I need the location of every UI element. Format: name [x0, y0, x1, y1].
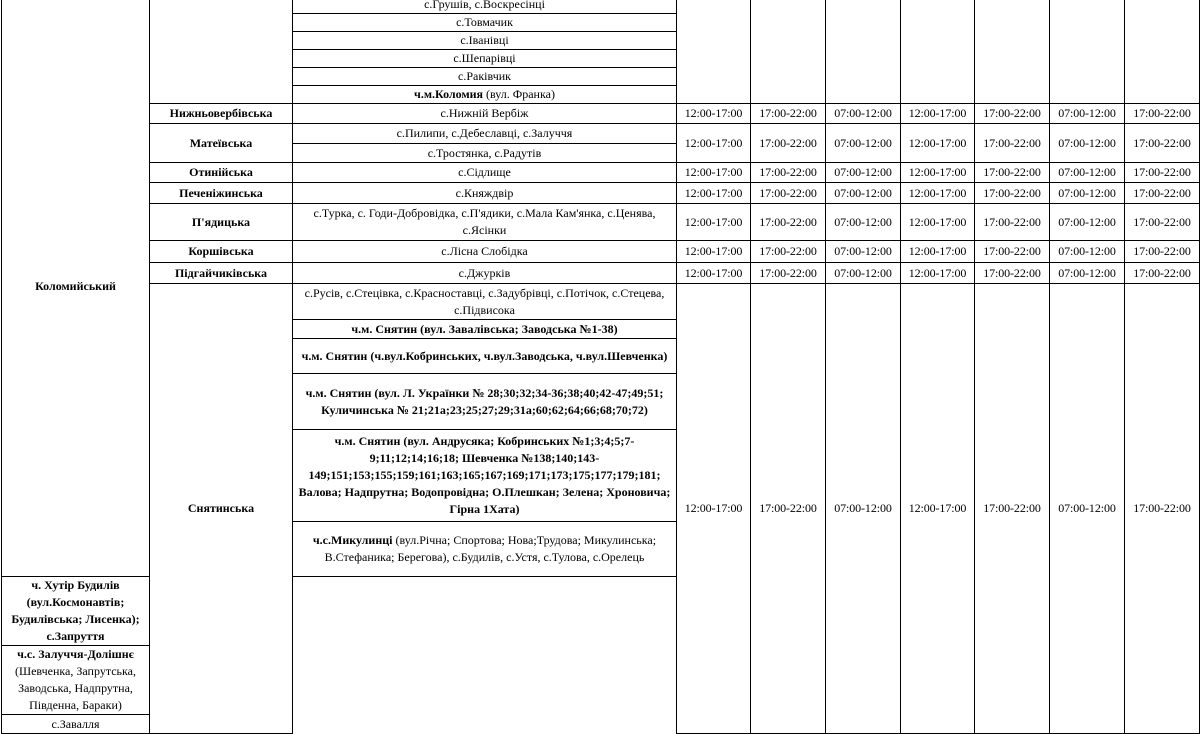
time-cell: 07:00-12:00	[826, 284, 901, 734]
settlement-cell: ч. Хутір Будилів (вул.Космонавтів; Будилівська; Лисенка); с.Запруття	[2, 577, 150, 646]
time-cell: 17:00-22:00	[751, 183, 826, 204]
time-cell	[901, 0, 975, 104]
time-cell: 12:00-17:00	[901, 104, 975, 124]
time-cell: 17:00-22:00	[1125, 241, 1200, 263]
time-cell: 17:00-22:00	[751, 163, 826, 183]
time-cell: 17:00-22:00	[975, 183, 1050, 204]
district-cell: Коломийський	[2, 0, 150, 577]
settlement-cell: ч.м. Снятин (вул. Л. Українки № 28;30;32;34-36;38;40;42-47;49;51; Куличинська № 21;21а;23;25;27;29;31а;60;62;64;66;68;70;72)	[293, 374, 677, 430]
community-cell: П'ядицька	[150, 204, 293, 241]
outage-schedule-table	[1, 0, 1200, 734]
time-cell: 07:00-12:00	[826, 263, 901, 284]
time-cell: 17:00-22:00	[751, 104, 826, 124]
settlement-cell: ч.м. Снятин (ч.вул.Кобринських, ч.вул.Заводська, ч.вул.Шевченка)	[293, 339, 677, 374]
time-cell: 12:00-17:00	[677, 104, 751, 124]
city-part-label: ч.м.Коломия	[414, 87, 484, 101]
time-cell: 12:00-17:00	[901, 183, 975, 204]
time-cell: 07:00-12:00	[1050, 263, 1125, 284]
time-cell: 17:00-22:00	[1125, 163, 1200, 183]
settlement-cell: с.Раківчик	[293, 68, 677, 86]
settlement-cell: с.Завалля	[2, 715, 150, 734]
time-cell: 07:00-12:00	[1050, 104, 1125, 124]
settlement-cell	[293, 86, 677, 104]
time-cell: 12:00-17:00	[677, 241, 751, 263]
settlement-cell: с.Нижній Вербіж	[293, 104, 677, 124]
settlement-cell: с.Тростянка, с.Радутів	[293, 144, 677, 163]
time-cell: 07:00-12:00	[1050, 124, 1125, 163]
settlement-cell: с.Русів, с.Стецівка, с.Красноставці, с.Задубрівці, с.Потічок, с.Стецева, с.Підвисока	[293, 284, 677, 320]
settlement-cell: с.Грушів, с.Воскресінці	[293, 0, 677, 14]
community-cell: Матеївська	[150, 124, 293, 163]
time-cell: 12:00-17:00	[677, 163, 751, 183]
time-cell: 17:00-22:00	[975, 284, 1050, 734]
time-cell	[1050, 0, 1125, 104]
time-cell: 17:00-22:00	[975, 104, 1050, 124]
time-cell	[751, 0, 826, 104]
time-cell: 12:00-17:00	[901, 163, 975, 183]
settlement-cell: с.Лісна Слобідка	[293, 241, 677, 263]
time-cell	[826, 0, 901, 104]
time-cell: 17:00-22:00	[975, 263, 1050, 284]
time-cell: 17:00-22:00	[1125, 124, 1200, 163]
community-cell: Підгайчиківська	[150, 263, 293, 284]
time-cell: 17:00-22:00	[1125, 104, 1200, 124]
time-cell: 17:00-22:00	[751, 241, 826, 263]
time-cell: 07:00-12:00	[1050, 241, 1125, 263]
time-cell: 12:00-17:00	[901, 124, 975, 163]
time-cell: 12:00-17:00	[677, 263, 751, 284]
settlement-cell: ч.м. Снятин (вул. Андрусяка; Кобринських №1;3;4;5;7-9;11;12;14;16;18; Шевченка №138;140;143-149;151;153;155;159;161;163;165;167;169;171;173;175;177;179;181; Валова; Надпрутна; Водопровідна; О.Плешкан; Зелена; Хроновича; Гірна 1Хата)	[293, 430, 677, 522]
street-list: (вул.Річна; Спортова; Нова;Трудова; Микулинська; В.Стефаника; Берегова), с.Будилів, с.Устя, с.Тулова, с.Орелець	[324, 533, 657, 564]
time-cell: 12:00-17:00	[901, 204, 975, 241]
community-cell: Снятинська	[150, 284, 293, 734]
time-cell: 17:00-22:00	[1125, 204, 1200, 241]
time-cell: 17:00-22:00	[1125, 183, 1200, 204]
time-cell: 17:00-22:00	[751, 263, 826, 284]
community-cell: Коршівська	[150, 241, 293, 263]
village-part-label: ч.с.Микулинці	[312, 533, 393, 547]
settlement-cell: с.Джурків	[293, 263, 677, 284]
settlement-cell	[293, 522, 677, 577]
time-cell: 07:00-12:00	[826, 124, 901, 163]
street-list: (Шевченка, Запрутська, Заводська, Надпрутна, Південна, Бараки)	[14, 664, 136, 712]
time-cell: 17:00-22:00	[751, 204, 826, 241]
street-label: (вул. Франка)	[483, 87, 555, 101]
time-cell: 17:00-22:00	[1125, 263, 1200, 284]
time-cell: 17:00-22:00	[975, 204, 1050, 241]
time-cell: 07:00-12:00	[826, 104, 901, 124]
settlement-cell: с.Шепарівці	[293, 50, 677, 68]
community-cell: Нижньовербівська	[150, 104, 293, 124]
settlement-cell: с.Сідлище	[293, 163, 677, 183]
time-cell: 12:00-17:00	[901, 284, 975, 734]
time-cell: 12:00-17:00	[677, 204, 751, 241]
time-cell: 17:00-22:00	[751, 124, 826, 163]
time-cell: 07:00-12:00	[826, 204, 901, 241]
community-cell: Печеніжинська	[150, 183, 293, 204]
time-cell: 07:00-12:00	[826, 183, 901, 204]
settlement-cell: ч.м. Снятин (вул. Завалівська; Заводська №1-38)	[293, 320, 677, 339]
time-cell: 12:00-17:00	[901, 241, 975, 263]
time-cell: 12:00-17:00	[677, 183, 751, 204]
village-part-label: ч.с. Залуччя-Долішнє	[17, 647, 134, 661]
time-cell: 17:00-22:00	[975, 163, 1050, 183]
time-cell: 12:00-17:00	[677, 124, 751, 163]
time-cell: 07:00-12:00	[826, 241, 901, 263]
settlement-cell: с.Товмачик	[293, 14, 677, 32]
time-cell: 07:00-12:00	[1050, 163, 1125, 183]
time-cell: 17:00-22:00	[1125, 284, 1200, 734]
community-cell: Отинійська	[150, 163, 293, 183]
time-cell: 12:00-17:00	[901, 263, 975, 284]
settlement-cell: с.Княждвір	[293, 183, 677, 204]
time-cell: 17:00-22:00	[975, 241, 1050, 263]
time-cell	[975, 0, 1050, 104]
time-cell: 12:00-17:00	[677, 284, 751, 734]
time-cell	[1125, 0, 1200, 104]
time-cell	[677, 0, 751, 104]
time-cell: 17:00-22:00	[975, 124, 1050, 163]
settlement-cell: с.Іванівці	[293, 32, 677, 50]
settlement-cell: с.Турка, с. Годи-Добровідка, с.П'ядики, с.Мала Кам'янка, с.Ценява, с.Ясінки	[293, 204, 677, 241]
time-cell: 07:00-12:00	[1050, 204, 1125, 241]
time-cell: 07:00-12:00	[1050, 183, 1125, 204]
time-cell: 17:00-22:00	[751, 284, 826, 734]
community-cell-continued	[150, 0, 293, 104]
settlement-cell: с.Пилипи, с.Дебеславці, с.Залуччя	[293, 124, 677, 144]
time-cell: 07:00-12:00	[826, 163, 901, 183]
settlement-cell	[2, 646, 150, 715]
time-cell: 07:00-12:00	[1050, 284, 1125, 734]
